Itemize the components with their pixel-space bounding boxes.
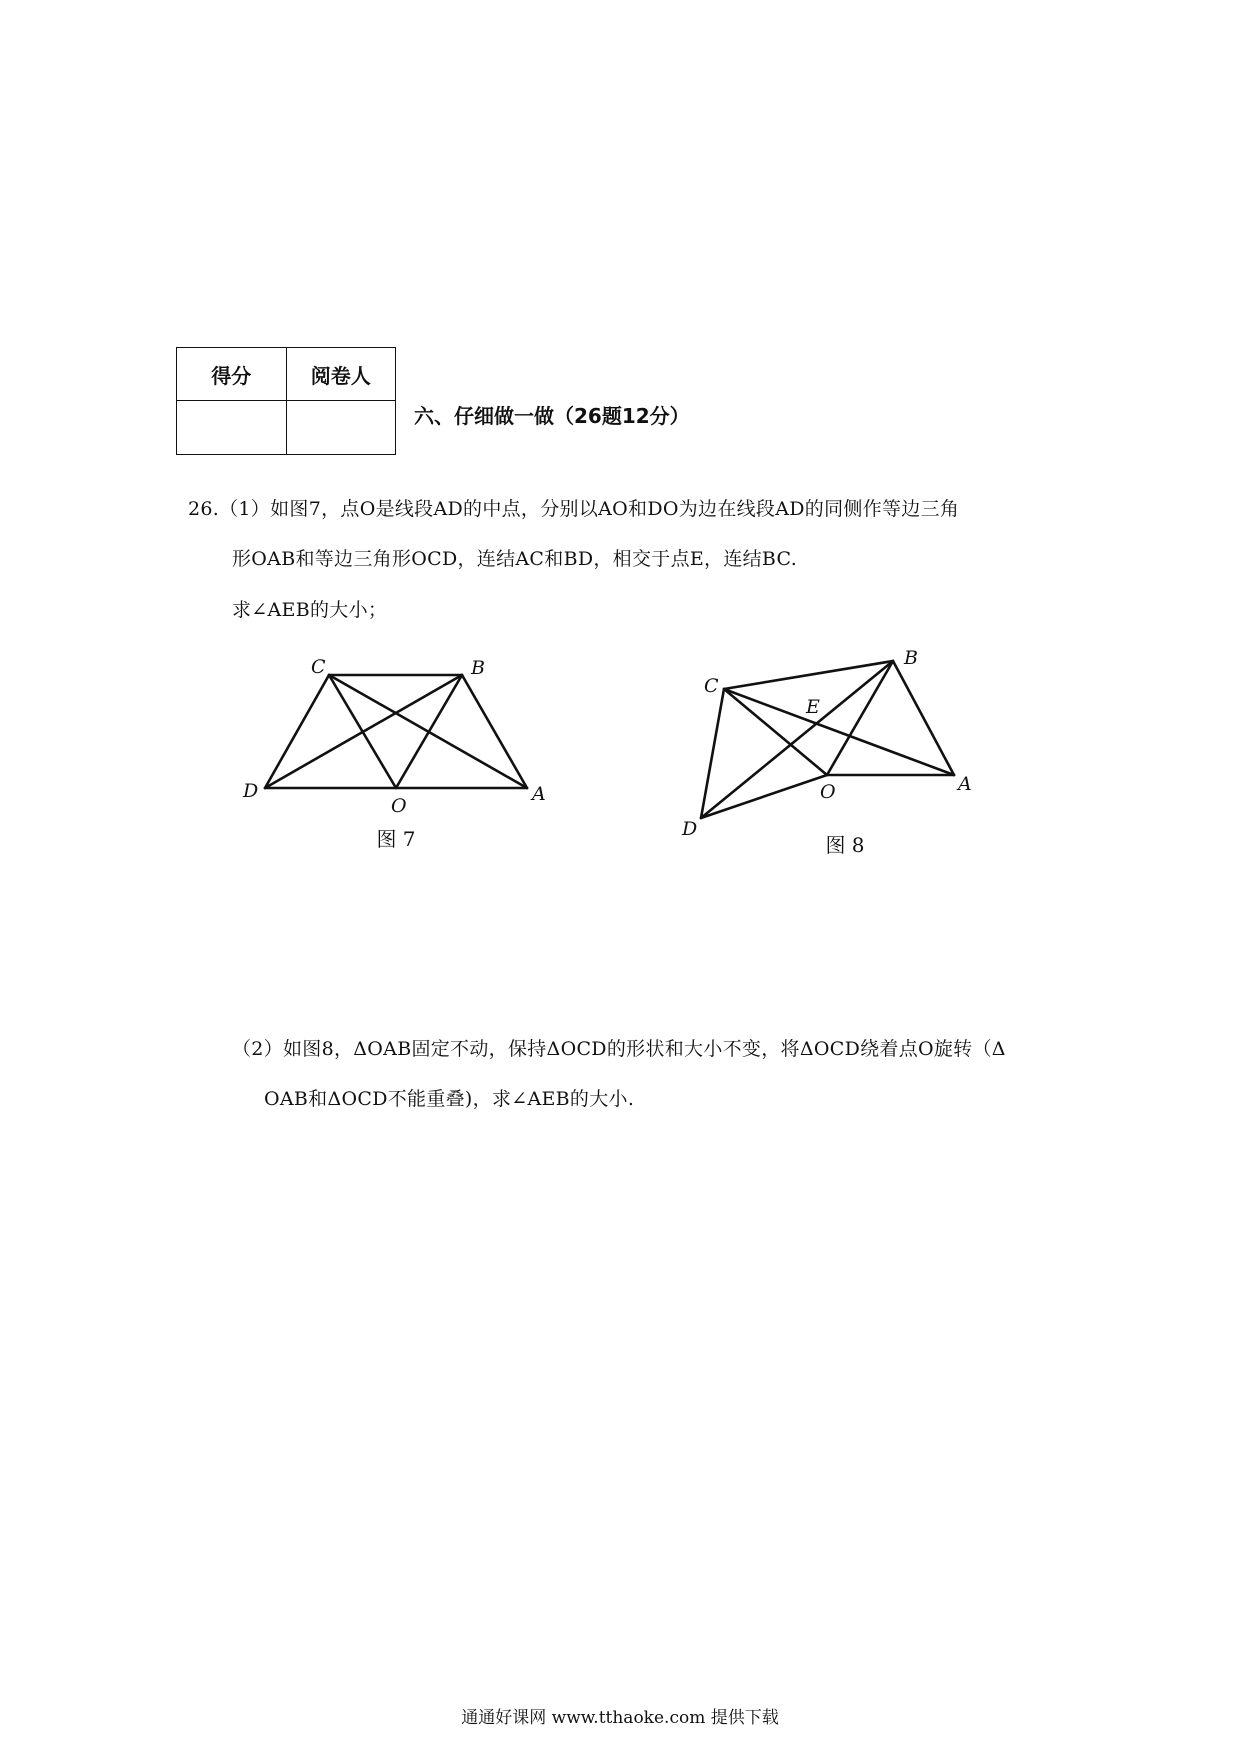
figure-7 xyxy=(230,640,560,860)
segment-DB xyxy=(265,675,462,788)
fig8-label-C: C xyxy=(704,675,719,697)
fig7-label-B: B xyxy=(471,657,485,679)
segment-CA xyxy=(724,689,954,775)
segment-DB xyxy=(701,661,893,818)
figure-8 xyxy=(670,640,990,870)
question-26-part2-line-2: OAB和ΔOCD不能重叠)，求∠AEB的大小. xyxy=(264,1088,635,1110)
segment-CD xyxy=(701,689,724,818)
segment-CB xyxy=(724,661,893,689)
question-26-part2-line-1: （2）如图8，ΔOAB固定不动，保持ΔOCD的形状和大小不变，将ΔOCD绕着点O旋转（Δ xyxy=(232,1038,1006,1060)
question-26-line-2: 形OAB和等边三角形OCD，连结AC和BD，相交于点E，连结BC. xyxy=(232,548,798,570)
footer: 通通好课网 www.tthaoke.com 提供下载 xyxy=(461,1708,779,1728)
segment-CA xyxy=(329,675,527,788)
fig7-label-O: O xyxy=(391,795,407,817)
segment-BA xyxy=(462,675,527,788)
grader-cell xyxy=(286,401,396,455)
fig8-label-O: O xyxy=(820,781,836,803)
fig7-label-A: A xyxy=(532,783,546,805)
fig8-label-A: A xyxy=(958,773,972,795)
segment-OB xyxy=(827,661,893,775)
segment-BA xyxy=(893,661,954,775)
fig7-label-C: C xyxy=(311,656,326,678)
figure-8-caption: 图 8 xyxy=(825,833,865,857)
segment-DO xyxy=(701,775,827,818)
section-title: 六、仔细做一做（26题12分） xyxy=(414,404,690,428)
fig8-label-E: E xyxy=(806,696,820,718)
figure-7-caption: 图 7 xyxy=(376,827,416,851)
score-cell xyxy=(177,401,287,455)
fig7-label-D: D xyxy=(243,780,259,802)
fig8-label-D: D xyxy=(682,818,698,840)
fig8-label-B: B xyxy=(904,647,918,669)
question-26-line-3: 求∠AEB的大小； xyxy=(232,599,388,621)
score-header: 得分 xyxy=(177,348,287,401)
question-26-line-1: 26.（1）如图7，点O是线段AD的中点，分别以AO和DO为边在线段AD的同侧作等边三角 xyxy=(188,498,960,520)
grader-header: 阅卷人 xyxy=(286,348,396,401)
score-table xyxy=(176,347,396,455)
